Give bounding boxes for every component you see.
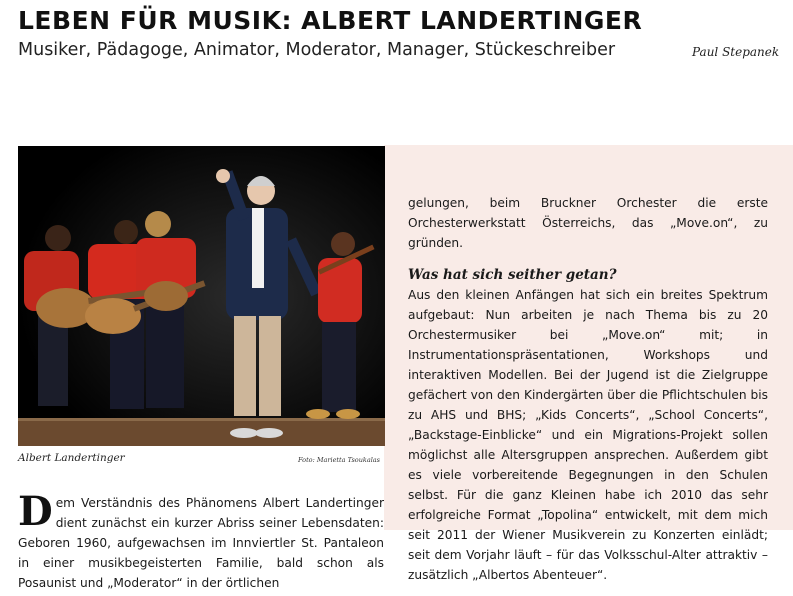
author-name: Paul Stepanek — [692, 45, 780, 59]
drop-cap: D — [18, 488, 53, 535]
article-title: LEBEN FÜR MUSIK: ALBERT LANDERTINGER — [18, 6, 643, 35]
paragraph-answer: Aus den kleinen Anfängen hat sich ein breites Spektrum aufgebaut: Nun arbeiten je nach Thema bis zu 20 Orchestermusiker bei „Move.on“ mit; in Instrumentationspräsentationen, Workshops und interaktiven Modellen. Bei der Jugend ist die Zielgruppe gefächert von den Kindergärten über die Pflichtschulen bis zu AHS und BHS; „Kids Concerts“, „School Concerts“, „Backstage-Einblicke“ und ein Migrations-Projekt sollen möglichst alle Altersgruppen ansprechen. Außerdem gibt es viele vorbereitende Begegnungen in den Schulen selbst. Für die ganz Kleinen habe ich 2010 das sehr erfolgreiche Format „Topolina“ entwickelt, mit dem mich seit 2011 der Wiener Musikverein zu Konzerten einlädt; seit dem Vorjahr läuft – für das Volksschul-Alter attraktiv – zusätzlich „Albertos Abenteuer“. — [408, 288, 768, 582]
interview-question: Was hat sich seither getan? — [408, 267, 617, 283]
paragraph-intro: gelungen, beim Bruckner Orchester die erste Orchesterwerkstatt Österreichs, das „Move.on“, zu gründen. — [408, 196, 768, 250]
photo-caption: Albert Landertinger — [18, 452, 125, 464]
right-column-text — [408, 193, 768, 585]
photo-credit: Foto: Marietta Tsoukalas — [298, 456, 380, 464]
left-column-text — [18, 488, 384, 593]
article-photo — [18, 146, 385, 446]
article-subtitle: Musiker, Pädagoge, Animator, Moderator, Manager, Stückeschreiber — [18, 40, 616, 60]
photo-illustration — [18, 146, 385, 446]
left-column-body: em Verständnis des Phänomens Albert Landertinger dient zunächst ein kurzer Abriss seiner Lebensdaten: Geboren 1960, aufgewachsen im Innviertler St. Pantaleon in einer musikbegeisterten Familie, bald schon als Posaunist und „Moderator“ in der örtlichen — [18, 496, 384, 590]
